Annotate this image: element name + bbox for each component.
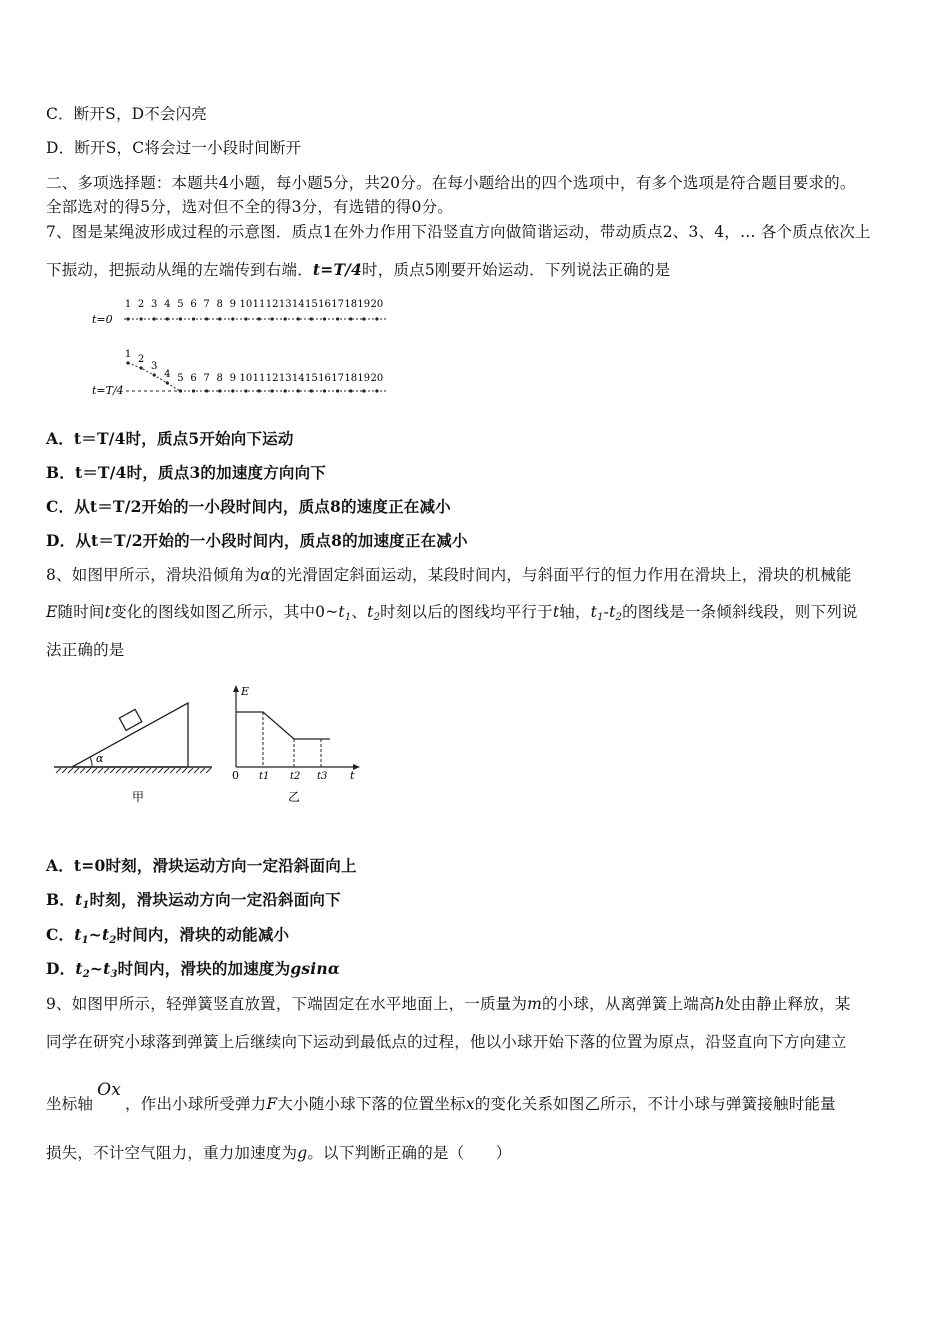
- particle-label: 3: [151, 361, 158, 372]
- q8-t1-sub: 1: [344, 612, 352, 623]
- q8-d-value: gsinα: [290, 959, 340, 978]
- q7-option-a: A．t＝T/4时，质点5开始向下运动: [46, 429, 294, 448]
- q8-d-text: 时间内，滑块的加速度为: [117, 959, 291, 978]
- q8-option-c: [46, 923, 289, 946]
- q8-d-t3-sub: 3: [110, 969, 118, 980]
- particle-label: 11: [252, 299, 266, 310]
- q8-b-t1: t: [75, 890, 83, 909]
- particle-label: 12: [265, 373, 279, 384]
- hatch-mark: [62, 768, 67, 773]
- q8-text-f: 时刻以后的图线均平行于: [380, 603, 553, 621]
- particle-label: 4: [164, 369, 171, 380]
- q7-stem-line1: 7、图是某绳波形成过程的示意图．质点1在外力作用下沿竖直方向做简谐运动，带动质点2、3、4，… 各个质点依次上: [46, 223, 871, 241]
- q9-stem-line1: [46, 992, 850, 1014]
- particle-label: 13: [278, 373, 292, 384]
- q8-t-axis: t: [552, 603, 560, 621]
- particle-label: 4: [164, 299, 171, 310]
- particle-label: 10: [239, 299, 253, 310]
- q8-alpha: α: [260, 566, 271, 584]
- q9-text-b: 的小球，从离弹簧上端高: [541, 995, 715, 1013]
- particle-label: 16: [318, 299, 331, 310]
- q8-dash: -: [603, 603, 610, 621]
- q8-b-prefix: B．: [46, 890, 76, 909]
- q8-d-tilde: ~: [89, 959, 104, 978]
- t-axis-label: t: [350, 769, 355, 782]
- q8-t: t: [104, 603, 112, 621]
- q8-c-t1-sub: 1: [81, 935, 89, 946]
- q8-c-t2: t: [101, 925, 110, 944]
- particle-label: 16: [318, 373, 331, 384]
- label-tquarter: t=T/4: [92, 384, 124, 397]
- hatch-mark: [140, 768, 145, 773]
- hatch-mark: [80, 768, 85, 773]
- particle-label: 19: [357, 299, 371, 310]
- energy-curve: [236, 712, 330, 739]
- angle-arc: [90, 757, 92, 767]
- q9-stem-line2: 同学在研究小球落到弹簧上后继续向下运动到最低点的过程，他以小球开始下落的位置为原点，沿竖直向下方向建立: [46, 1033, 847, 1051]
- particle-label: 15: [305, 299, 318, 310]
- q7-option-d: D．从t＝T/2开始的一小段时间内，质点8的加速度正在减小: [46, 531, 468, 550]
- q7-stem-line2: [46, 258, 670, 280]
- q8-text-d: 变化的图线如图乙所示，其中0~: [111, 603, 339, 621]
- slider-block: [119, 709, 142, 730]
- q9-x: x: [465, 1095, 475, 1113]
- tick-t1: t1: [259, 771, 270, 782]
- hatch-mark: [206, 768, 211, 773]
- q8-c-t1: t: [74, 925, 82, 944]
- particle-label: 7: [203, 373, 210, 384]
- q9-text-d: 坐标轴: [46, 1095, 94, 1113]
- hatch-mark: [110, 768, 115, 773]
- q8-option-a: A．t=0时刻，滑块运动方向一定沿斜面向上: [46, 856, 357, 875]
- section-2-heading: 二、多项选择题：本题共4小题，每小题5分，共20分。在每小题给出的四个选项中，有多个选项是符合题目要求的。: [46, 174, 856, 192]
- q9-F: F: [266, 1095, 278, 1113]
- q9-ox: Ox: [97, 1080, 122, 1100]
- particle-label: 2: [137, 354, 145, 365]
- q8-b-text: 时刻，滑块运动方向一定沿斜面向下: [89, 890, 341, 909]
- tick-t3: t3: [317, 771, 328, 782]
- particle-label: 3: [151, 299, 158, 310]
- q8-t2-sub: 2: [373, 612, 381, 623]
- jia-label: 甲: [132, 790, 145, 804]
- hatch-mark: [182, 768, 187, 773]
- q9-m: m: [527, 995, 542, 1013]
- particle-label: 20: [370, 299, 384, 310]
- e-axis-label: E: [241, 685, 250, 698]
- incline-figure: [52, 685, 217, 810]
- particle-label: 20: [370, 373, 384, 384]
- particle-label: 14: [291, 373, 305, 384]
- particle-label: 5: [177, 373, 184, 384]
- q8-t2b: t: [609, 603, 616, 621]
- hatch-mark: [164, 768, 169, 773]
- tick-t2: t2: [290, 771, 301, 782]
- hatch-mark: [74, 768, 79, 773]
- hatch-mark: [68, 768, 73, 773]
- hatch-mark: [146, 768, 151, 773]
- q7-stem-text-a: 下振动，把振动从绳的左端传到右端．: [46, 261, 313, 279]
- q8-c-t2-sub: 2: [109, 935, 117, 946]
- q7-stem-text-b: 时，质点5刚要开始运动．下列说法正确的是: [362, 261, 671, 279]
- particle-label: 6: [190, 299, 197, 310]
- q8-t2b-sub: 2: [615, 612, 623, 623]
- particle-label: 12: [265, 299, 279, 310]
- particle-label: 8: [216, 299, 223, 310]
- option-c-prev: C．断开S，D不会闪亮: [46, 105, 208, 123]
- q8-text-h: 的图线是一条倾斜线段，则下列说: [622, 603, 858, 621]
- hatch-mark: [134, 768, 139, 773]
- particle-label: 14: [291, 299, 305, 310]
- hatch-mark: [194, 768, 199, 773]
- yi-label: 乙: [288, 790, 301, 804]
- particle-label: 6: [190, 373, 197, 384]
- hatch-mark: [56, 768, 61, 773]
- q8-stem-line3: 法正确的是: [46, 641, 125, 659]
- q8-c-prefix: C．: [46, 925, 75, 944]
- q9-text-g: 的变化关系如图乙所示，不计小球与弹簧接触时能量: [474, 1095, 836, 1113]
- q9-text-a: 9、如图甲所示，轻弹簧竖直放置，下端固定在水平地面上，一质量为: [46, 995, 528, 1013]
- hatch-mark: [98, 768, 103, 773]
- particle-label: 17: [331, 373, 344, 384]
- label-t0: t=0: [92, 313, 113, 326]
- q8-d-t3: t: [103, 959, 111, 978]
- particle-label: 17: [331, 299, 344, 310]
- q8-E: E: [46, 603, 58, 621]
- q8-b-t1-sub: 1: [82, 900, 90, 911]
- q9-stem-line4: [46, 1141, 511, 1163]
- hatch-mark: [122, 768, 127, 773]
- q8-t2: t: [367, 603, 374, 621]
- q7-option-c: C．从t＝T/2开始的一小段时间内，质点8的速度正在减小: [46, 497, 451, 516]
- option-d-prev: D．断开S，C将会过一小段时间断开: [46, 139, 302, 157]
- q8-text-b: 的光滑固定斜面运动，某段时间内，与斜面平行的恒力作用在滑块上，滑块的机械能: [270, 566, 852, 584]
- energy-time-graph: [226, 683, 366, 813]
- q8-c-tilde: ~: [88, 925, 102, 944]
- q8-stem-line2: [46, 600, 858, 623]
- particle-label: 7: [203, 299, 210, 310]
- q8-stem-line1: [46, 563, 852, 585]
- particle-label: 2: [137, 299, 145, 310]
- q9-stem-line3: [46, 1080, 836, 1114]
- q7-time: t=T/4: [312, 260, 363, 279]
- hatch-mark: [158, 768, 163, 773]
- hatch-mark: [86, 768, 91, 773]
- hatch-mark: [128, 768, 133, 773]
- origin-label: 0: [232, 769, 239, 782]
- particle-label: 5: [177, 299, 184, 310]
- ground-hatch: [56, 768, 211, 773]
- q8-d-t2: t: [75, 959, 83, 978]
- row-t0: [125, 299, 383, 321]
- q9-text-c: 处由静止释放，某: [724, 995, 851, 1013]
- q9-g: g: [297, 1144, 308, 1162]
- particle-label: 19: [357, 373, 371, 384]
- q9-text-h: 损失，不计空气阻力，重力加速度为: [46, 1144, 298, 1162]
- q9-text-i: 。以下判断正确的是（ ）: [307, 1144, 512, 1162]
- particle-label: 13: [278, 299, 292, 310]
- hatch-mark: [152, 768, 157, 773]
- particle-label: 8: [216, 373, 223, 384]
- q8-option-b: [46, 888, 341, 911]
- q8-d-prefix: D．: [46, 959, 76, 978]
- particle-label: 1: [124, 349, 132, 360]
- hatch-mark: [116, 768, 121, 773]
- q8-t1b-sub: 1: [597, 612, 604, 623]
- section-2-heading-cont: 全部选对的得5分，选对但不全的得3分，有选错的得0分。: [46, 198, 453, 216]
- particle-label: 10: [239, 373, 253, 384]
- q8-t1b: t: [590, 603, 598, 621]
- row-tquarter: [125, 349, 383, 393]
- q9-h: h: [714, 995, 725, 1013]
- rope-wave-figure: [90, 295, 400, 400]
- q8-text-g: 轴，: [559, 603, 591, 621]
- hatch-mark: [104, 768, 109, 773]
- q8-text-a: 8、如图甲所示，滑块沿倾角为: [46, 566, 261, 584]
- q8-d-t2-sub: 2: [82, 969, 90, 980]
- particle-label: 11: [252, 373, 266, 384]
- q9-text-f: 大小随小球下落的位置坐标: [277, 1095, 466, 1113]
- particle-label: 1: [124, 299, 132, 310]
- q8-option-d: [46, 957, 340, 980]
- q8-text-e: 、: [351, 603, 368, 621]
- hatch-mark: [188, 768, 193, 773]
- q8-t1: t: [338, 603, 345, 621]
- particle-label: 9: [229, 373, 236, 384]
- q9-text-e: ，作出小球所受弹力: [125, 1095, 267, 1113]
- q7-option-b: B．t＝T/4时，质点3的加速度方向向下: [46, 463, 327, 482]
- q8-text-c: 随时间: [57, 603, 105, 621]
- alpha-label: α: [96, 752, 104, 765]
- e-axis-arrow: [233, 685, 239, 692]
- particle-label: 18: [344, 373, 358, 384]
- hatch-mark: [200, 768, 205, 773]
- particle-label: 15: [305, 373, 318, 384]
- hatch-mark: [92, 768, 97, 773]
- hatch-mark: [176, 768, 181, 773]
- particle-label: 9: [229, 299, 236, 310]
- particle-label: 18: [344, 299, 358, 310]
- q8-c-text: 时间内，滑块的动能减小: [116, 925, 290, 944]
- hatch-mark: [170, 768, 175, 773]
